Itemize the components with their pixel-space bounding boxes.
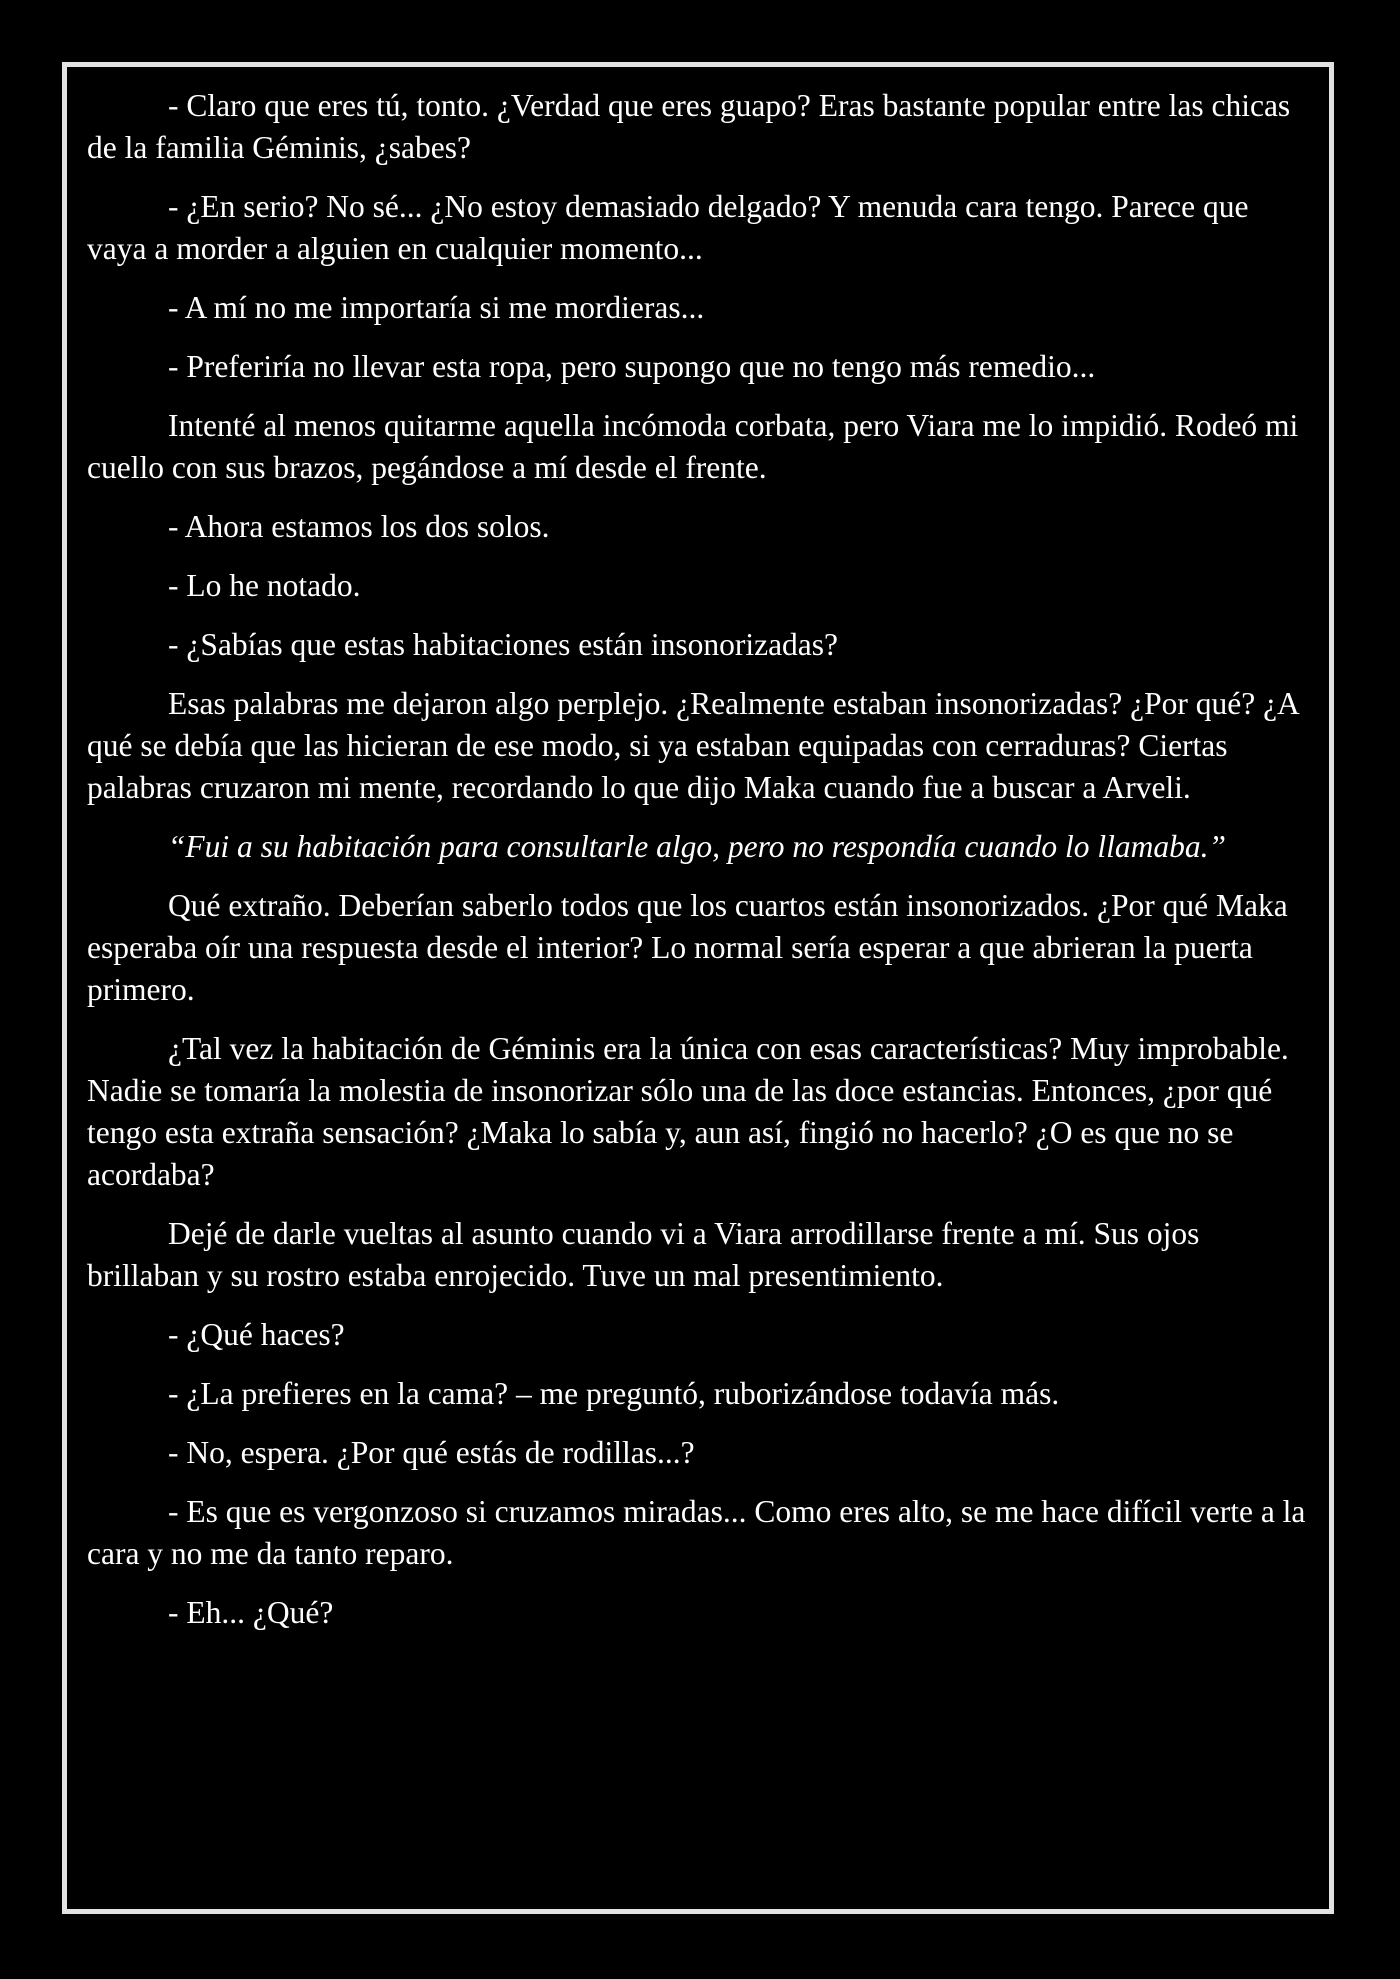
paragraph: - Claro que eres tú, tonto. ¿Verdad que eres guapo? Eras bastante popular entre las chicas de la familia Géminis, ¿sabes? [87, 88, 1291, 165]
paragraph: - Lo he notado. [168, 568, 361, 603]
paragraph: - Es que es vergonzoso si cruzamos miradas... Como eres alto, se me hace difícil verte a la cara y no me da tanto reparo. [87, 1494, 1306, 1571]
paragraph: - Preferiría no llevar esta ropa, pero supongo que no tengo más remedio... [168, 349, 1096, 384]
paragraph: - ¿Qué haces? [168, 1317, 345, 1352]
paragraph: - ¿La prefieres en la cama? – me preguntó, ruborizándose todavía más. [168, 1376, 1060, 1411]
paragraph: - A mí no me importaría si me mordieras... [168, 290, 705, 325]
text-body [87, 85, 1307, 1651]
paragraph: Dejé de darle vueltas al asunto cuando vi a Viara arrodillarse frente a mí. Sus ojos brillaban y su rostro estaba enrojecido. Tuve un mal presentimiento. [87, 1216, 1200, 1293]
paragraph: - Eh... ¿Qué? [168, 1595, 334, 1630]
quoted-thought: “Fui a su habitación para consultarle algo, pero no respondía cuando lo llamaba.” [167, 829, 1227, 864]
paragraph: - No, espera. ¿Por qué estás de rodillas...? [168, 1435, 695, 1470]
paragraph: - ¿Sabías que estas habitaciones están insonorizadas? [168, 627, 839, 662]
paragraph: ¿Tal vez la habitación de Géminis era la única con esas características? Muy improbable. Nadie se tomaría la molestia de insonorizar sólo una de las doce estancias. Entonces, ¿por qué tengo esta extraña sensación? ¿Maka lo sabía y, aun así, fingió no hacerlo? ¿O es que no se acordaba? [87, 1031, 1289, 1192]
paragraph: - Ahora estamos los dos solos. [168, 509, 550, 544]
paragraph: Esas palabras me dejaron algo perplejo. ¿Realmente estaban insonorizadas? ¿Por qué? ¿A qué se debía que las hicieran de ese modo, si ya estaban equipadas con cerraduras? Ciertas palabras cruzaron mi mente, recordando lo que dijo Maka cuando fue a buscar a Arveli. [87, 686, 1299, 805]
paragraph: - ¿En serio? No sé... ¿No estoy demasiado delgado? Y menuda cara tengo. Parece que vaya a morder a alguien en cualquier momento... [87, 189, 1249, 266]
paragraph: Intenté al menos quitarme aquella incómoda corbata, pero Viara me lo impidió. Rodeó mi cuello con sus brazos, pegándose a mí desde el frente. [87, 408, 1299, 485]
page-frame [62, 62, 1334, 1914]
paragraph: Qué extraño. Deberían saberlo todos que los cuartos están insonorizados. ¿Por qué Maka esperaba oír una respuesta desde el interior? Lo normal sería esperar a que abrieran la puerta primero. [87, 888, 1288, 1007]
